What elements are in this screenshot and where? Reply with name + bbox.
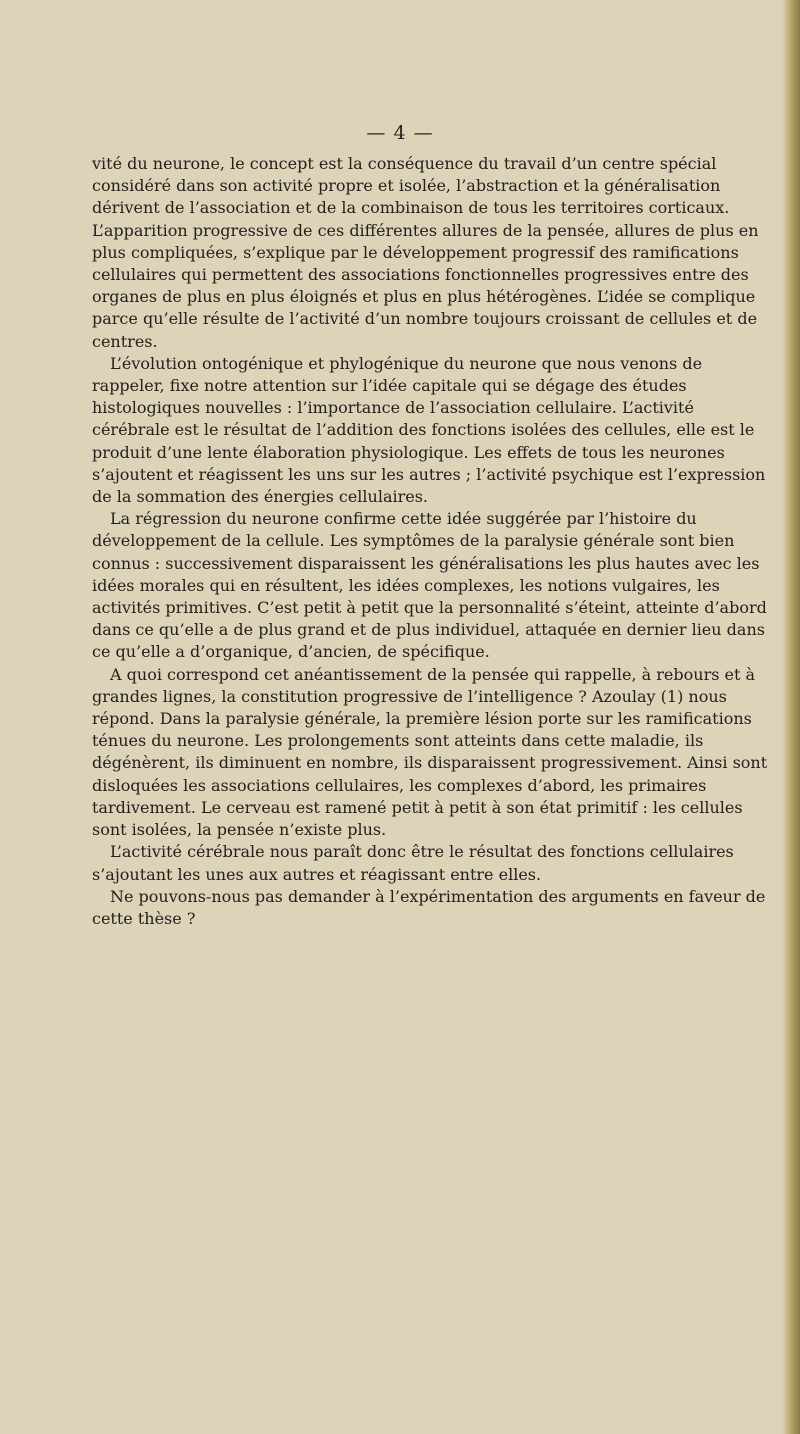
page-number: — 4 — [366,122,434,144]
paragraph-3: La régression du neurone confirme cette idée suggérée par l’histoire du développement de la cellule. Les symptômes de la paralysie générale sont bien connus : successivement disparaissent les généralisations les plus hautes avec les idées morales qui en résultent, les idées complexes, les notions vulgaires, les activités primitives. C’est petit à petit que la personnalité s’éteint, atteinte d’abord dans ce qu’elle a de plus grand et de plus individuel, attaquée en dernier lieu dans ce qu’elle a d’organique, d’ancien, de spécifique. [92,509,767,662]
page-edge-shadow [782,0,800,1434]
paragraph-4: A quoi correspond cet anéantissement de la pensée qui rappelle, à rebours et à grandes lignes, la constitution progressive de l’intelligence ? Azoulay (1) nous répond. Dans la paralysie générale, la première lésion porte sur les ramifications ténues du neurone. Les prolongements sont atteints dans cette maladie, ils dégénèrent, ils diminuent en nombre, ils disparaissent progressivement. Ainsi sont disloquées les associations cellulaires, les complexes d’abord, les primaires tardivement. Le cerveau est ramené petit à petit à son état primitif : les cellules sont isolées, la pensée n’existe plus. [92,664,768,840]
paragraph-5: L’activité cérébrale nous paraît donc être le résultat des fonctions cellulaires s’ajoutant les unes aux autres et réagissant entre elles. [92,842,734,884]
paragraph-1: vité du neurone, le concept est la conséquence du travail d’un centre spécial considéré dans son activité propre et isolée, l’abstraction et la généralisation dérivent de l’association et de la combinaison de tous les territoires corticaux. L’apparition progressive de ces différentes allures de la pensée, allures de plus en plus compliquées, s’explique par le développement progressif des ramifications cellulaires qui permettent des associations fonctionnelles progressives entre des organes de plus en plus éloignés et plus en plus hétérogènes. L’idée se complique parce qu’elle résulte de l’activité d’un nombre toujours croissant de cellules et de centres. [92,154,759,351]
paragraph-6: Ne pouvons-nous pas demander à l’expérimentation des arguments en faveur de cette thèse ? [92,886,766,928]
paragraph-2: L’évolution ontogénique et phylogénique du neurone que nous venons de rappeler, fixe notre attention sur l’idée capitale qui se dégage des études histologiques nouvelles : l’importance de l’association cellulaire. L’activité cérébrale est le résultat de l’addition des fonctions isolées des cellules, elle est le produit d’une lente élaboration physiologique. Les effets de tous les neurones s’ajoutent et réagissent les uns sur les autres ; l’activité psychique est l’expression de la sommation des énergies cellulaires. [92,353,766,507]
body-text [92,153,775,930]
